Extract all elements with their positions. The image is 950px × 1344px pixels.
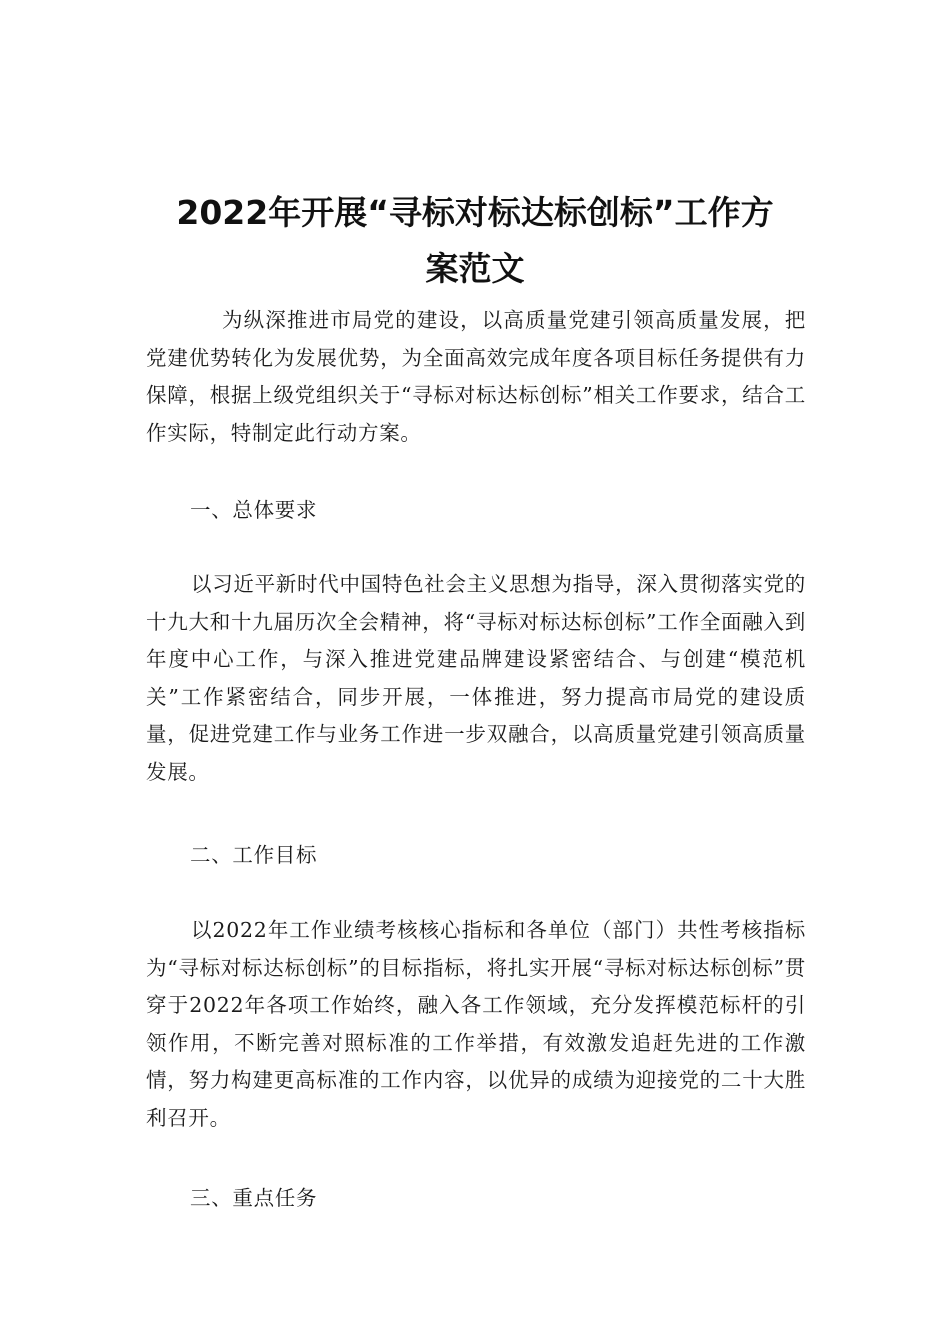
document-title-line-1: 2022年开展“寻标对标达标创标”工作方: [176, 193, 774, 232]
section-heading-key-tasks: 三、重点任务: [190, 1186, 318, 1210]
document-title-line-2: 案范文: [425, 249, 525, 288]
section-heading-overall-requirements: 一、总体要求: [190, 498, 318, 522]
intro-paragraph: 为纵深推进市局党的建设，以高质量党建引领高质量发展，把党建优势转化为发展优势，为全面高效完成年度各项目标任务提供有力保障，根据上级党组织关于“寻标对标达标创标”相关工作要求，结合工作实际，特制定此行动方案。: [146, 308, 806, 445]
section-body-overall-requirements: 以习近平新时代中国特色社会主义思想为指导，深入贯彻落实党的十九大和十九届历次全会精神，将“寻标对标达标创标”工作全面融入到年度中心工作，与深入推进党建品牌建设紧密结合、与创建“模范机关”工作紧密结合，同步开展，一体推进，努力提高市局党的建设质量，促进党建工作与业务工作进一步双融合，以高质量党建引领高质量发展。: [146, 572, 806, 784]
section-heading-work-goals: 二、工作目标: [190, 843, 318, 867]
section-body-work-goals: 以2022年工作业绩考核核心指标和各单位（部门）共性考核指标为“寻标对标达标创标”的目标指标，将扎实开展“寻标对标达标创标”贯穿于2022年各项工作始终，融入各工作领域，充分发挥模范标杆的引领作用，不断完善对照标准的工作举措，有效激发追赶先进的工作激情，努力构建更高标准的工作内容，以优异的成绩为迎接党的二十大胜利召开。: [146, 918, 806, 1130]
